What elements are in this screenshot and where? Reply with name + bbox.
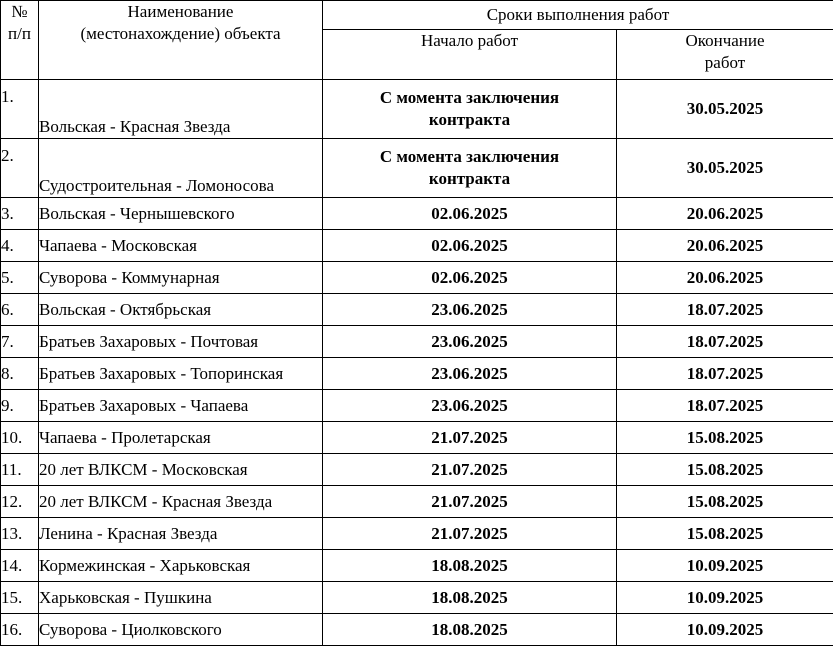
row-number: 1. xyxy=(1,80,39,139)
row-object-name: Вольская - Чернышевского xyxy=(39,198,323,230)
row-start: 23.06.2025 xyxy=(323,390,617,422)
table-row xyxy=(1,582,833,614)
row-number: 10. xyxy=(1,422,39,454)
row-start xyxy=(323,80,617,139)
row-object-name: Кормежинская - Харьковская xyxy=(39,550,323,582)
row-object-name: Братьев Захаровых - Чапаева xyxy=(39,390,323,422)
row-start: 23.06.2025 xyxy=(323,326,617,358)
row-start-line2: контракта xyxy=(429,110,510,129)
row-start: 02.06.2025 xyxy=(323,230,617,262)
header-work-period: Сроки выполнения работ xyxy=(323,1,833,30)
table-body xyxy=(1,1,833,646)
row-object-name: Братьев Захаровых - Почтовая xyxy=(39,326,323,358)
table-row xyxy=(1,422,833,454)
row-end: 10.09.2025 xyxy=(617,582,833,614)
header-start: Начало работ xyxy=(323,30,617,80)
row-start: 21.07.2025 xyxy=(323,454,617,486)
header-number-line2: п/п xyxy=(8,24,31,43)
header-end xyxy=(617,30,833,80)
row-end: 30.05.2025 xyxy=(617,139,833,198)
table-row xyxy=(1,230,833,262)
row-object-name: Суворова - Циолковского xyxy=(39,614,323,646)
row-object-name: 20 лет ВЛКСМ - Московская xyxy=(39,454,323,486)
row-number: 15. xyxy=(1,582,39,614)
header-end-line1: Окончание xyxy=(685,31,764,50)
table-row xyxy=(1,326,833,358)
header-object-name xyxy=(39,1,323,80)
header-object-name-line2: (местонахождение) объекта xyxy=(80,24,280,43)
table-row xyxy=(1,262,833,294)
table-row xyxy=(1,390,833,422)
row-start: 02.06.2025 xyxy=(323,198,617,230)
row-start xyxy=(323,139,617,198)
row-start-line1: С момента заключения xyxy=(380,88,559,107)
row-object-name: Ленина - Красная Звезда xyxy=(39,518,323,550)
row-number: 3. xyxy=(1,198,39,230)
header-object-name-line1: Наименование xyxy=(128,2,234,21)
row-start: 02.06.2025 xyxy=(323,262,617,294)
header-number xyxy=(1,1,39,80)
row-number: 8. xyxy=(1,358,39,390)
row-start: 21.07.2025 xyxy=(323,518,617,550)
table-row xyxy=(1,550,833,582)
table-row xyxy=(1,518,833,550)
row-end: 20.06.2025 xyxy=(617,230,833,262)
row-end: 30.05.2025 xyxy=(617,80,833,139)
row-end: 18.07.2025 xyxy=(617,326,833,358)
table-row xyxy=(1,139,833,198)
row-number: 13. xyxy=(1,518,39,550)
row-number: 11. xyxy=(1,454,39,486)
row-start-line1: С момента заключения xyxy=(380,147,559,166)
row-end: 10.09.2025 xyxy=(617,550,833,582)
row-number: 2. xyxy=(1,139,39,198)
row-start: 21.07.2025 xyxy=(323,486,617,518)
row-start-line2: контракта xyxy=(429,169,510,188)
row-object-name: 20 лет ВЛКСМ - Красная Звезда xyxy=(39,486,323,518)
row-number: 9. xyxy=(1,390,39,422)
row-object-name: Братьев Захаровых - Топоринская xyxy=(39,358,323,390)
row-number: 6. xyxy=(1,294,39,326)
row-end: 18.07.2025 xyxy=(617,294,833,326)
row-object-name: Харьковская - Пушкина xyxy=(39,582,323,614)
row-end: 15.08.2025 xyxy=(617,454,833,486)
row-object-name: Вольская - Красная Звезда xyxy=(39,80,323,139)
row-end: 18.07.2025 xyxy=(617,358,833,390)
row-start: 18.08.2025 xyxy=(323,614,617,646)
row-end: 15.08.2025 xyxy=(617,422,833,454)
row-object-name: Суворова - Коммунарная xyxy=(39,262,323,294)
row-end: 18.07.2025 xyxy=(617,390,833,422)
table-row xyxy=(1,614,833,646)
row-number: 5. xyxy=(1,262,39,294)
row-number: 14. xyxy=(1,550,39,582)
row-object-name: Вольская - Октябрьская xyxy=(39,294,323,326)
row-number: 4. xyxy=(1,230,39,262)
table-row xyxy=(1,198,833,230)
row-start: 21.07.2025 xyxy=(323,422,617,454)
row-number: 7. xyxy=(1,326,39,358)
row-number: 12. xyxy=(1,486,39,518)
table-row xyxy=(1,486,833,518)
row-object-name: Чапаева - Московская xyxy=(39,230,323,262)
row-start: 18.08.2025 xyxy=(323,582,617,614)
row-start: 18.08.2025 xyxy=(323,550,617,582)
row-end: 20.06.2025 xyxy=(617,262,833,294)
row-end: 15.08.2025 xyxy=(617,518,833,550)
table-row xyxy=(1,454,833,486)
header-row xyxy=(1,1,833,30)
row-number: 16. xyxy=(1,614,39,646)
row-end: 20.06.2025 xyxy=(617,198,833,230)
row-end: 10.09.2025 xyxy=(617,614,833,646)
header-number-line1: № xyxy=(11,2,27,21)
row-start: 23.06.2025 xyxy=(323,294,617,326)
row-end: 15.08.2025 xyxy=(617,486,833,518)
header-end-line2: работ xyxy=(705,53,745,72)
table-row xyxy=(1,80,833,139)
row-object-name: Судостроительная - Ломоносова xyxy=(39,139,323,198)
table-row xyxy=(1,294,833,326)
table-row xyxy=(1,358,833,390)
row-object-name: Чапаева - Пролетарская xyxy=(39,422,323,454)
row-start: 23.06.2025 xyxy=(323,358,617,390)
